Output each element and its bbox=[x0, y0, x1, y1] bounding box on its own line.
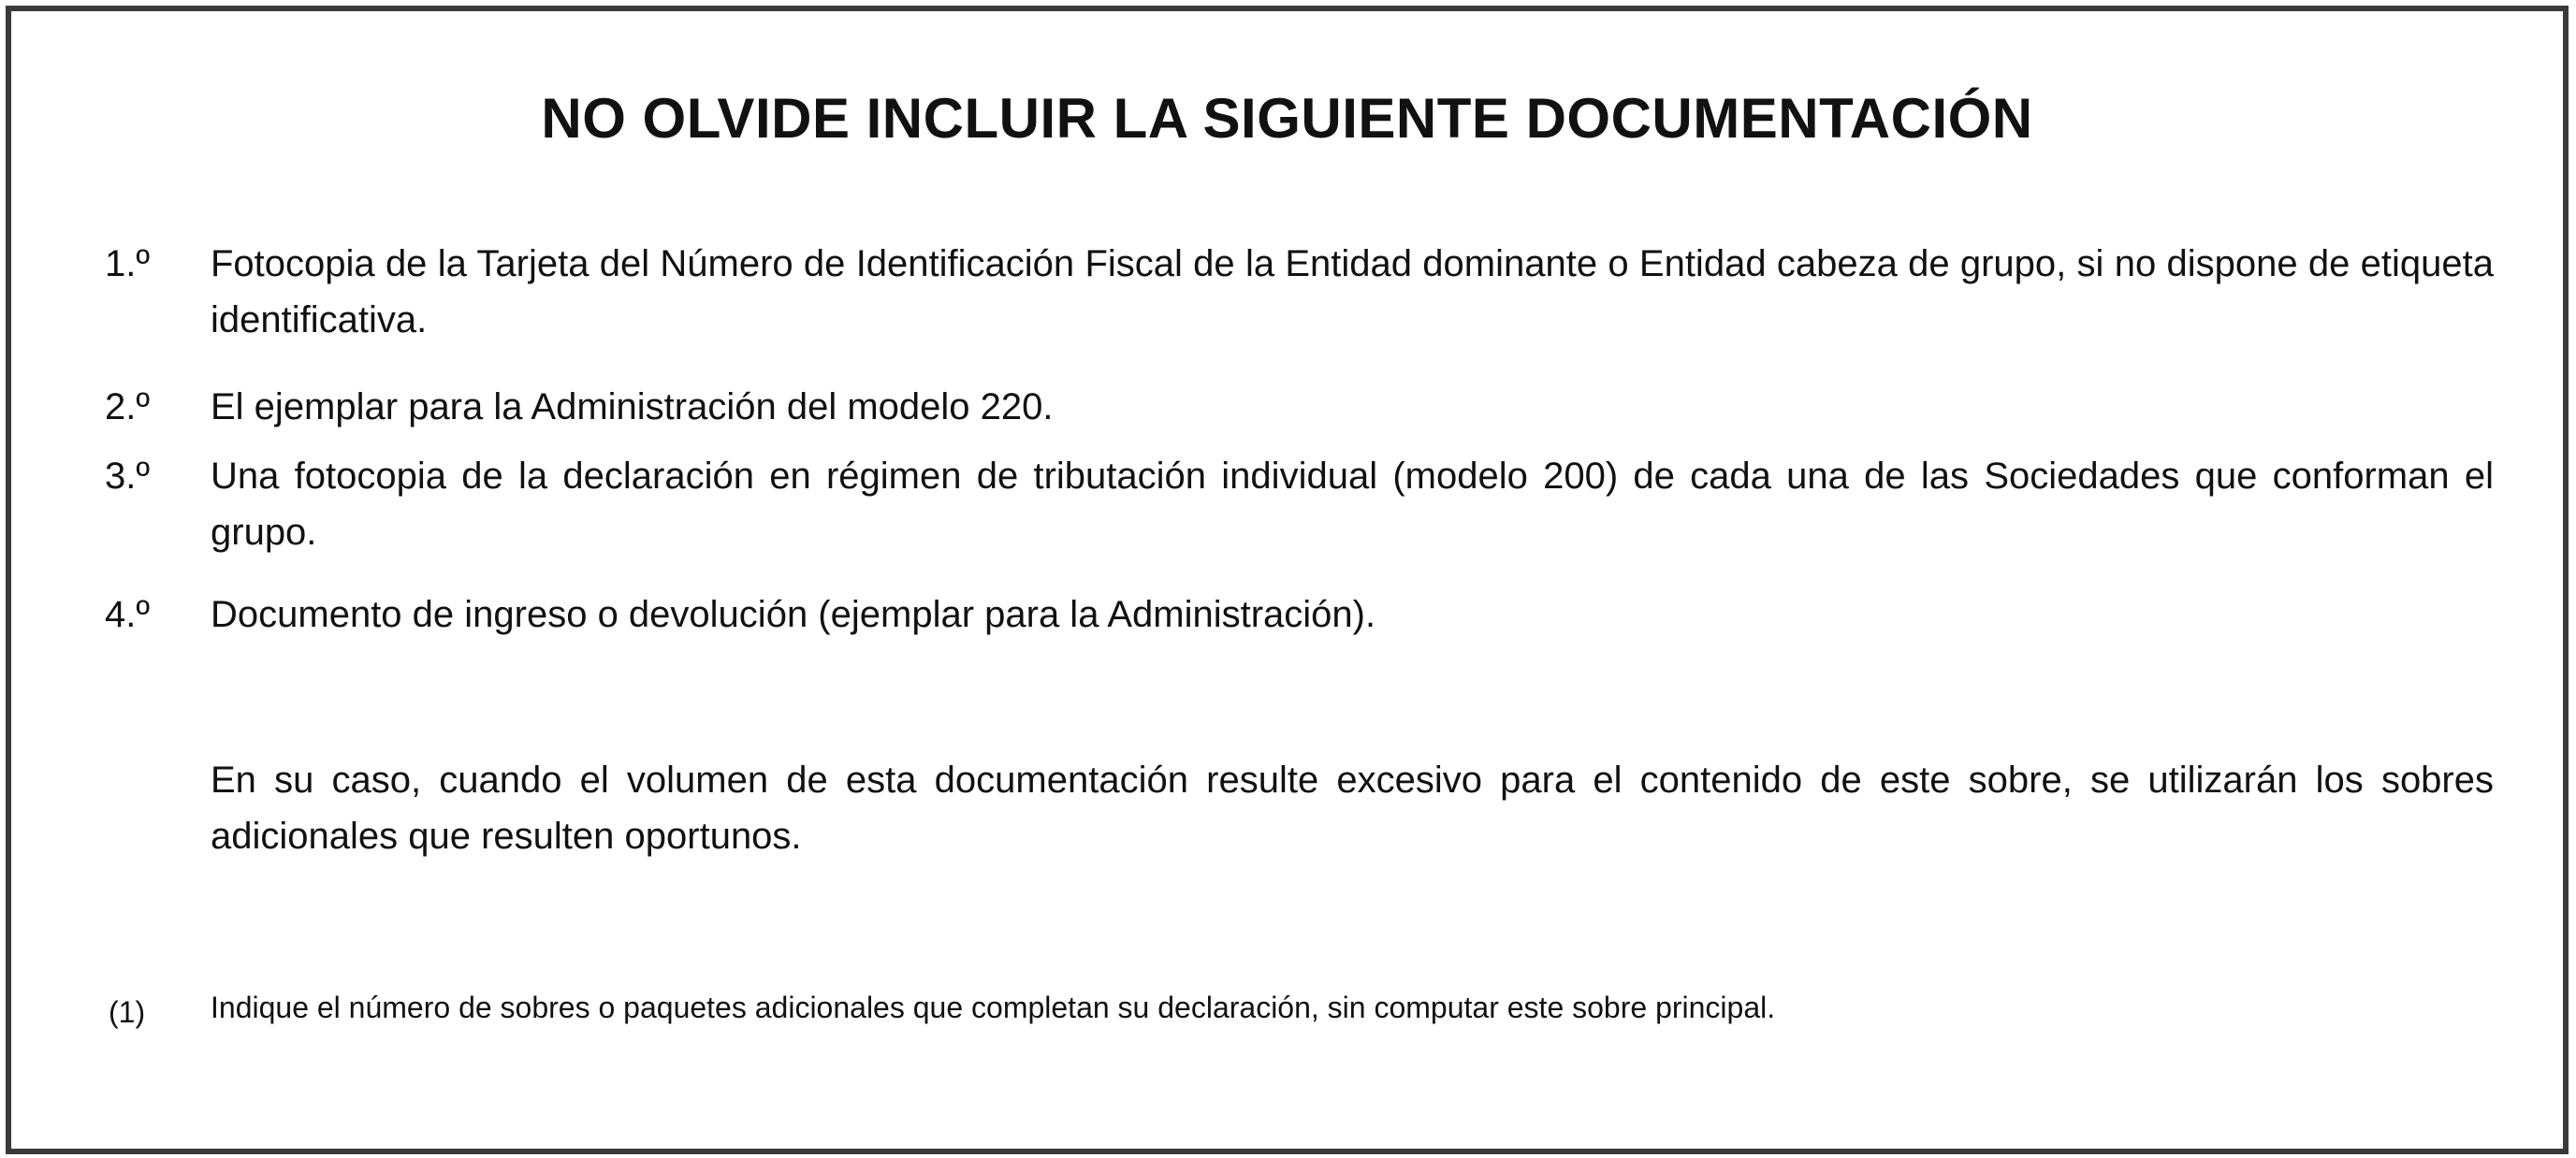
note-paragraph: En su caso, cuando el volumen de esta documentación resulte excesivo para el contenido de este sobre, se utilizarán los sobres adicionales que resulten oportunos. bbox=[211, 760, 2494, 857]
item-number: 4.º bbox=[105, 594, 150, 635]
footnote-marker: (1) bbox=[109, 995, 146, 1029]
item-text: Fotocopia de la Tarjeta del Número de Identificación Fiscal de la Entidad dominante o Entidad cabeza de grupo, si no dispone de etiqueta identificativa. bbox=[211, 243, 2494, 340]
footnote-text: Indique el número de sobres o paquetes adicionales que completan su declaración, sin computar este sobre principal. bbox=[211, 991, 1776, 1024]
item-number: 1.º bbox=[105, 243, 150, 284]
document-title: NO OLVIDE INCLUIR LA SIGUIENTE DOCUMENTACIÓN bbox=[541, 87, 2033, 150]
item-text: El ejemplar para la Administración del modelo 220. bbox=[211, 386, 1054, 427]
document-frame bbox=[6, 6, 2569, 1154]
item-text: Documento de ingreso o devolución (ejemplar para la Administración). bbox=[211, 594, 1376, 635]
item-number: 2.º bbox=[105, 386, 150, 427]
item-text: Una fotocopia de la declaración en régimen de tributación individual (modelo 200) de cada una de las Sociedades que conforman el grupo. bbox=[211, 456, 2494, 553]
item-number: 3.º bbox=[105, 456, 150, 497]
